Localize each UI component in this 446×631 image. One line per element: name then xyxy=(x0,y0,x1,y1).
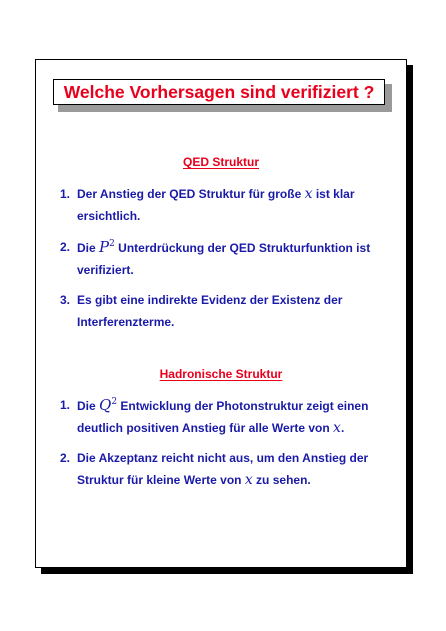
section-heading-qed: QED Struktur xyxy=(182,155,259,169)
list-item xyxy=(60,394,395,439)
math-variable: x xyxy=(244,472,253,488)
list-item xyxy=(60,236,395,281)
math-variable: $Q^2$ xyxy=(99,396,118,414)
list-item-text: Die $P^2$ Unterdrückung der QED Strukturfunktion ist verifiziert. xyxy=(77,238,371,277)
math-variable: x xyxy=(333,420,341,436)
section-heading-hadronic: Hadronische Struktur xyxy=(159,367,283,381)
list-item-number: 2. xyxy=(60,451,71,465)
list-item xyxy=(60,183,395,227)
list-item-number: 1. xyxy=(60,398,71,412)
math-variable: x xyxy=(304,186,313,202)
slide-title: Welche Vorhersagen sind verifiziert ? xyxy=(53,79,385,105)
list-item xyxy=(60,289,395,333)
list-item-text: Die $Q^2$ Entwicklung der Photonstruktur zeigt einen deutlich positiven Anstieg für alle Werte von x. xyxy=(77,396,369,436)
list-item-number: 1. xyxy=(60,187,71,201)
list-item-text: Es gibt eine indirekte Evidenz der Existenz der Interferenzterme. xyxy=(77,293,343,329)
math-variable: $P^2$ xyxy=(99,238,115,256)
list-item-text: Der Anstieg der QED Struktur für große x ist klar ersichtlich. xyxy=(77,186,355,223)
list-item-number: 2. xyxy=(60,240,71,254)
list-item xyxy=(60,447,395,491)
list-item-number: 3. xyxy=(60,293,71,307)
list-item-text: Die Akzeptanz reicht nicht aus, um den Anstieg der Struktur für kleine Werte von x zu sehen. xyxy=(77,451,369,488)
